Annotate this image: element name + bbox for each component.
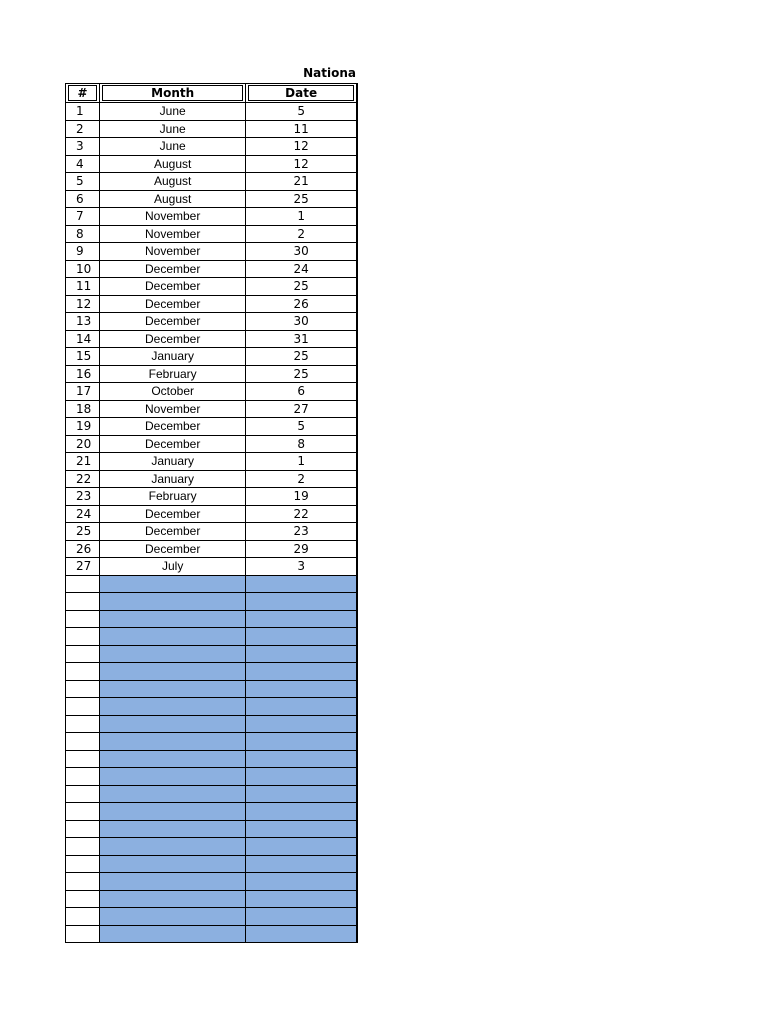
header-date[interactable] bbox=[246, 84, 357, 103]
cell-month[interactable]: August bbox=[100, 190, 246, 208]
empty-cell-date[interactable] bbox=[246, 785, 357, 803]
empty-cell-date[interactable] bbox=[246, 593, 357, 611]
header-row bbox=[66, 84, 358, 103]
empty-cell-date[interactable] bbox=[246, 628, 357, 646]
table-row bbox=[66, 260, 358, 278]
table-row bbox=[66, 208, 358, 226]
table-row bbox=[66, 453, 358, 471]
empty-cell-num[interactable] bbox=[66, 925, 100, 943]
cell-date[interactable]: 2 bbox=[246, 225, 357, 243]
table-row bbox=[66, 313, 358, 331]
empty-cell-month[interactable] bbox=[100, 610, 246, 628]
cell-date[interactable]: 25 bbox=[246, 348, 357, 366]
empty-cell-date[interactable] bbox=[246, 663, 357, 681]
empty-row bbox=[66, 698, 358, 716]
table-row bbox=[66, 190, 358, 208]
empty-cell-month[interactable] bbox=[100, 925, 246, 943]
cell-num[interactable]: 12 bbox=[66, 295, 100, 313]
cell-month[interactable]: December bbox=[100, 330, 246, 348]
empty-cell-date[interactable] bbox=[246, 803, 357, 821]
cell-date[interactable]: 30 bbox=[246, 313, 357, 331]
empty-cell-month[interactable] bbox=[100, 890, 246, 908]
cell-num[interactable]: 15 bbox=[66, 348, 100, 366]
cell-month[interactable]: November bbox=[100, 225, 246, 243]
empty-row bbox=[66, 715, 358, 733]
empty-cell-month[interactable] bbox=[100, 593, 246, 611]
empty-row bbox=[66, 803, 358, 821]
table-row bbox=[66, 540, 358, 558]
cell-month[interactable]: November bbox=[100, 400, 246, 418]
empty-cell-date[interactable] bbox=[246, 698, 357, 716]
empty-row bbox=[66, 750, 358, 768]
header-num-label: # bbox=[68, 85, 97, 101]
empty-cell-month[interactable] bbox=[100, 628, 246, 646]
table-row bbox=[66, 243, 358, 261]
empty-row bbox=[66, 610, 358, 628]
cell-month[interactable]: June bbox=[100, 120, 246, 138]
empty-cell-num[interactable] bbox=[66, 645, 100, 663]
empty-cell-date[interactable] bbox=[246, 680, 357, 698]
empty-cell-num[interactable] bbox=[66, 715, 100, 733]
cell-num[interactable]: 3 bbox=[66, 138, 100, 156]
empty-cell-month[interactable] bbox=[100, 838, 246, 856]
cell-date[interactable]: 31 bbox=[246, 330, 357, 348]
cell-num[interactable]: 7 bbox=[66, 208, 100, 226]
empty-cell-date[interactable] bbox=[246, 768, 357, 786]
empty-cell-num[interactable] bbox=[66, 785, 100, 803]
table-row bbox=[66, 295, 358, 313]
empty-cell-num[interactable] bbox=[66, 873, 100, 891]
empty-row bbox=[66, 575, 358, 593]
empty-cell-month[interactable] bbox=[100, 873, 246, 891]
cell-num[interactable]: 11 bbox=[66, 278, 100, 296]
empty-row bbox=[66, 785, 358, 803]
cell-month[interactable]: December bbox=[100, 278, 246, 296]
cell-month[interactable]: December bbox=[100, 505, 246, 523]
cell-date[interactable]: 25 bbox=[246, 365, 357, 383]
cell-date[interactable]: 30 bbox=[246, 243, 357, 261]
empty-row bbox=[66, 593, 358, 611]
empty-cell-num[interactable] bbox=[66, 593, 100, 611]
cell-num[interactable]: 9 bbox=[66, 243, 100, 261]
empty-cell-month[interactable] bbox=[100, 715, 246, 733]
table-row bbox=[66, 383, 358, 401]
empty-cell-month[interactable] bbox=[100, 663, 246, 681]
empty-row bbox=[66, 680, 358, 698]
cell-date[interactable]: 8 bbox=[246, 435, 357, 453]
empty-cell-date[interactable] bbox=[246, 610, 357, 628]
cell-month[interactable]: December bbox=[100, 295, 246, 313]
cell-date[interactable]: 6 bbox=[246, 383, 357, 401]
table-row bbox=[66, 225, 358, 243]
empty-cell-num[interactable] bbox=[66, 838, 100, 856]
cell-num[interactable]: 8 bbox=[66, 225, 100, 243]
empty-cell-date[interactable] bbox=[246, 733, 357, 751]
empty-cell-month[interactable] bbox=[100, 908, 246, 926]
empty-cell-num[interactable] bbox=[66, 750, 100, 768]
holiday-table-container bbox=[65, 83, 358, 945]
empty-cell-num[interactable] bbox=[66, 733, 100, 751]
empty-row bbox=[66, 908, 358, 926]
cell-date[interactable]: 12 bbox=[246, 155, 357, 173]
cell-num[interactable]: 6 bbox=[66, 190, 100, 208]
empty-cell-num[interactable] bbox=[66, 820, 100, 838]
cell-num[interactable]: 5 bbox=[66, 173, 100, 191]
empty-cell-date[interactable] bbox=[246, 873, 357, 891]
cell-month[interactable]: January bbox=[100, 348, 246, 366]
table-body bbox=[66, 103, 358, 943]
empty-cell-num[interactable] bbox=[66, 890, 100, 908]
cell-num[interactable]: 18 bbox=[66, 400, 100, 418]
header-month-label: Month bbox=[102, 85, 243, 101]
empty-cell-num[interactable] bbox=[66, 855, 100, 873]
empty-cell-date[interactable] bbox=[246, 890, 357, 908]
cell-date[interactable]: 5 bbox=[246, 418, 357, 436]
cell-num[interactable]: 22 bbox=[66, 470, 100, 488]
empty-cell-month[interactable] bbox=[100, 803, 246, 821]
cell-month[interactable]: November bbox=[100, 208, 246, 226]
empty-row bbox=[66, 925, 358, 943]
cell-date[interactable]: 1 bbox=[246, 208, 357, 226]
table-row bbox=[66, 488, 358, 506]
cell-month[interactable]: October bbox=[100, 383, 246, 401]
empty-cell-date[interactable] bbox=[246, 715, 357, 733]
empty-cell-month[interactable] bbox=[100, 785, 246, 803]
table-row bbox=[66, 523, 358, 541]
table-row bbox=[66, 505, 358, 523]
header-date-label: Date bbox=[248, 85, 354, 101]
cell-month[interactable]: December bbox=[100, 523, 246, 541]
table-row bbox=[66, 418, 358, 436]
empty-row bbox=[66, 645, 358, 663]
table-row bbox=[66, 138, 358, 156]
cell-month[interactable]: December bbox=[100, 313, 246, 331]
cell-num[interactable]: 23 bbox=[66, 488, 100, 506]
cell-date[interactable]: 21 bbox=[246, 173, 357, 191]
cell-date[interactable]: 12 bbox=[246, 138, 357, 156]
empty-row bbox=[66, 733, 358, 751]
cell-num[interactable]: 16 bbox=[66, 365, 100, 383]
table-row bbox=[66, 120, 358, 138]
cell-num[interactable]: 24 bbox=[66, 505, 100, 523]
empty-cell-month[interactable] bbox=[100, 680, 246, 698]
cell-date[interactable]: 5 bbox=[246, 103, 357, 121]
empty-cell-num[interactable] bbox=[66, 698, 100, 716]
cell-date[interactable]: 3 bbox=[246, 558, 357, 576]
empty-cell-date[interactable] bbox=[246, 838, 357, 856]
cell-date[interactable]: 25 bbox=[246, 278, 357, 296]
empty-cell-date[interactable] bbox=[246, 855, 357, 873]
empty-cell-month[interactable] bbox=[100, 820, 246, 838]
empty-cell-num[interactable] bbox=[66, 575, 100, 593]
cell-date[interactable]: 23 bbox=[246, 523, 357, 541]
cell-date[interactable]: 24 bbox=[246, 260, 357, 278]
empty-cell-month[interactable] bbox=[100, 733, 246, 751]
empty-cell-num[interactable] bbox=[66, 663, 100, 681]
cell-date[interactable]: 19 bbox=[246, 488, 357, 506]
empty-row bbox=[66, 628, 358, 646]
table-row bbox=[66, 103, 358, 121]
cell-num[interactable]: 4 bbox=[66, 155, 100, 173]
table-row bbox=[66, 558, 358, 576]
empty-row bbox=[66, 768, 358, 786]
table-row bbox=[66, 348, 358, 366]
cell-date[interactable]: 29 bbox=[246, 540, 357, 558]
cell-date[interactable]: 26 bbox=[246, 295, 357, 313]
empty-cell-date[interactable] bbox=[246, 925, 357, 943]
empty-cell-date[interactable] bbox=[246, 645, 357, 663]
table-row bbox=[66, 365, 358, 383]
table-row bbox=[66, 470, 358, 488]
cell-num[interactable]: 2 bbox=[66, 120, 100, 138]
cell-month[interactable]: August bbox=[100, 155, 246, 173]
cell-num[interactable]: 21 bbox=[66, 453, 100, 471]
empty-cell-num[interactable] bbox=[66, 628, 100, 646]
empty-cell-num[interactable] bbox=[66, 908, 100, 926]
cell-month[interactable]: January bbox=[100, 453, 246, 471]
cell-num[interactable]: 10 bbox=[66, 260, 100, 278]
header-num[interactable] bbox=[66, 84, 100, 103]
cell-num[interactable]: 13 bbox=[66, 313, 100, 331]
table-row bbox=[66, 400, 358, 418]
empty-cell-date[interactable] bbox=[246, 750, 357, 768]
empty-row bbox=[66, 838, 358, 856]
empty-row bbox=[66, 663, 358, 681]
cell-month[interactable]: November bbox=[100, 243, 246, 261]
cell-month[interactable]: July bbox=[100, 558, 246, 576]
cell-date[interactable]: 2 bbox=[246, 470, 357, 488]
empty-row bbox=[66, 873, 358, 891]
cell-month[interactable]: December bbox=[100, 418, 246, 436]
empty-cell-month[interactable] bbox=[100, 855, 246, 873]
cell-num[interactable]: 14 bbox=[66, 330, 100, 348]
cell-num[interactable]: 27 bbox=[66, 558, 100, 576]
cell-num[interactable]: 1 bbox=[66, 103, 100, 121]
empty-cell-month[interactable] bbox=[100, 750, 246, 768]
empty-cell-date[interactable] bbox=[246, 820, 357, 838]
cell-date[interactable]: 1 bbox=[246, 453, 357, 471]
table-row bbox=[66, 155, 358, 173]
sheet-title: Nationa bbox=[303, 66, 356, 80]
table-row bbox=[66, 435, 358, 453]
table-row bbox=[66, 278, 358, 296]
cell-month[interactable]: December bbox=[100, 260, 246, 278]
empty-cell-month[interactable] bbox=[100, 575, 246, 593]
cell-date[interactable]: 11 bbox=[246, 120, 357, 138]
empty-cell-date[interactable] bbox=[246, 575, 357, 593]
empty-cell-month[interactable] bbox=[100, 698, 246, 716]
empty-cell-month[interactable] bbox=[100, 645, 246, 663]
table-row bbox=[66, 330, 358, 348]
empty-cell-num[interactable] bbox=[66, 803, 100, 821]
cell-num[interactable]: 20 bbox=[66, 435, 100, 453]
cell-num[interactable]: 26 bbox=[66, 540, 100, 558]
cell-num[interactable]: 25 bbox=[66, 523, 100, 541]
cell-month[interactable]: February bbox=[100, 488, 246, 506]
empty-cell-num[interactable] bbox=[66, 768, 100, 786]
empty-cell-num[interactable] bbox=[66, 610, 100, 628]
empty-row bbox=[66, 855, 358, 873]
empty-row bbox=[66, 820, 358, 838]
empty-row bbox=[66, 890, 358, 908]
cell-month[interactable]: June bbox=[100, 103, 246, 121]
holiday-table bbox=[65, 83, 358, 943]
cell-month[interactable]: August bbox=[100, 173, 246, 191]
cell-month[interactable]: June bbox=[100, 138, 246, 156]
cell-date[interactable]: 25 bbox=[246, 190, 357, 208]
cell-num[interactable]: 19 bbox=[66, 418, 100, 436]
cell-date[interactable]: 22 bbox=[246, 505, 357, 523]
cell-month[interactable]: January bbox=[100, 470, 246, 488]
empty-cell-date[interactable] bbox=[246, 908, 357, 926]
cell-num[interactable]: 17 bbox=[66, 383, 100, 401]
cell-month[interactable]: February bbox=[100, 365, 246, 383]
header-month[interactable] bbox=[100, 84, 246, 103]
cell-month[interactable]: December bbox=[100, 540, 246, 558]
cell-month[interactable]: December bbox=[100, 435, 246, 453]
cell-date[interactable]: 27 bbox=[246, 400, 357, 418]
empty-cell-num[interactable] bbox=[66, 680, 100, 698]
table-row bbox=[66, 173, 358, 191]
empty-cell-month[interactable] bbox=[100, 768, 246, 786]
